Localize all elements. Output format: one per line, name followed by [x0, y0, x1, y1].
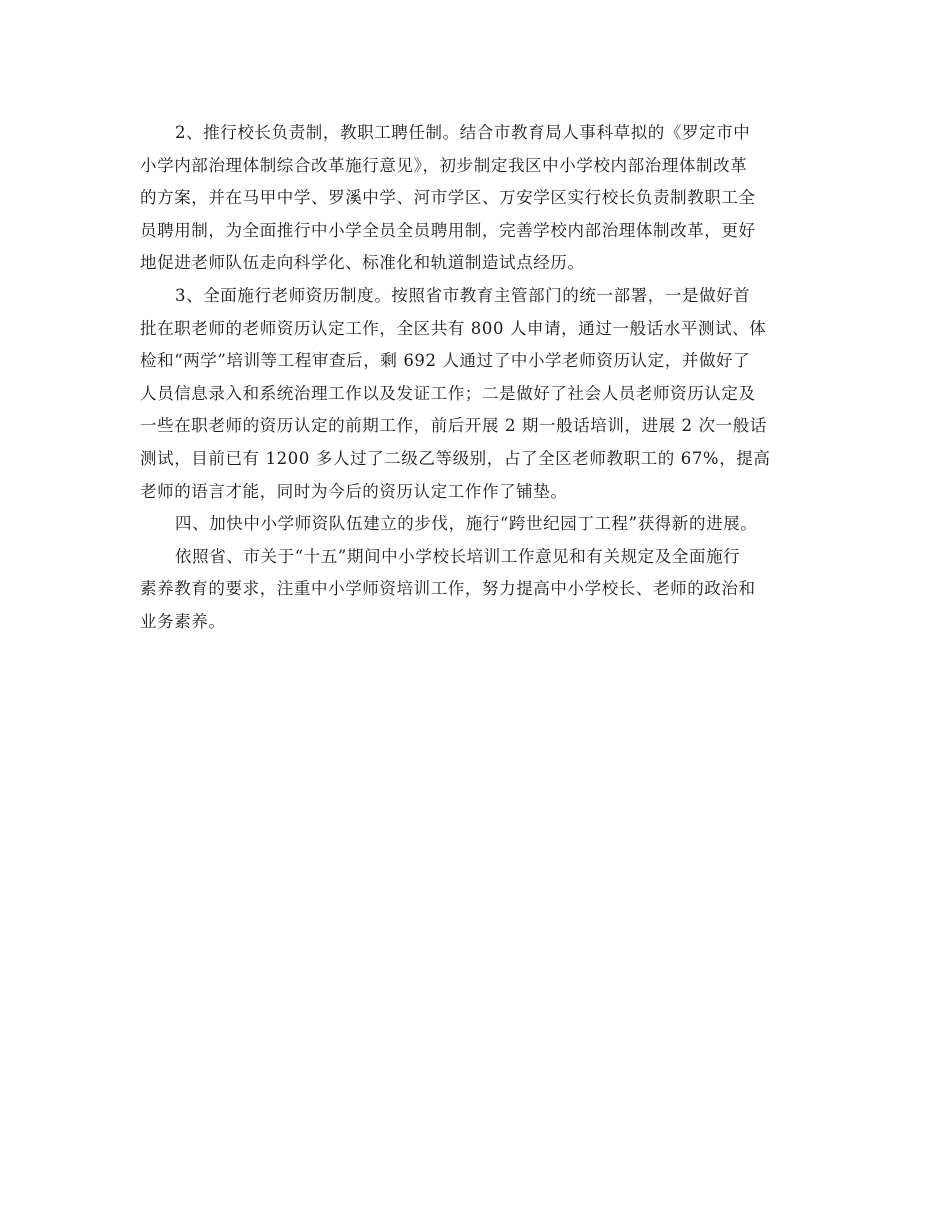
paragraph-section-4-body: [140, 541, 820, 639]
text-line: 四、加快中小学师资队伍建立的步伐，施行“跨世纪园丁工程”获得新的进展。: [175, 514, 758, 534]
text-line: 依照省、市关于“十五”期间中小学校长培训工作意见和有关规定及全面施行: [175, 546, 741, 566]
text-line: 2、推行校长负责制，教职工聘任制。结合市教育局人事科草拟的《罗定市中: [175, 123, 751, 142]
text-line: 人员信息录入和系统治理工作以及发证工作；二是做好了社会人员老师资历认定及: [140, 383, 756, 403]
document-body: [140, 117, 820, 639]
paragraph-item-3: [140, 280, 820, 508]
text-line: 的方案，并在马甲中学、罗溪中学、河市学区、万安学区实行校长负责制教职工全: [140, 188, 756, 208]
text-line: 地促进老师队伍走向科学化、标准化和轨道制造试点经历。: [140, 253, 585, 273]
text-line: 一些在职老师的资历认定的前期工作，前后开展 2 期一般话培训，进展 2 次一般话: [140, 416, 767, 436]
text-line: 老师的语言才能，同时为今后的资历认定工作作了铺垫。: [140, 481, 568, 501]
text-line: 员聘用制，为全面推行中小学全员全员聘用制，完善学校内部治理体制改革，更好: [140, 220, 756, 240]
text-line: 业务素养。: [140, 611, 226, 631]
section-heading: [140, 508, 820, 541]
text-line: 测试，目前已有 1200 多人过了二级乙等级别，占了全区老师教职工的 67%，提高: [140, 448, 771, 468]
paragraph-item-2: [140, 117, 820, 280]
text-line: 小学内部治理体制综合改革施行意见》，初步制定我区中小学校内部治理体制改革: [140, 155, 748, 175]
text-line: 批在职老师的老师资历认定工作，全区共有 800 人申请，通过一般话水平测试、体: [140, 318, 767, 338]
text-line: 检和“两学”培训等工程审查后，剩 692 人通过了中小学老师资历认定，并做好了: [140, 351, 751, 371]
text-line: 素养教育的要求，注重中小学师资培训工作，努力提高中小学校长、老师的政治和: [140, 579, 756, 599]
text-line: 3、全面施行老师资历制度。按照省市教育主管部门的统一部署，一是做好首: [175, 285, 751, 305]
